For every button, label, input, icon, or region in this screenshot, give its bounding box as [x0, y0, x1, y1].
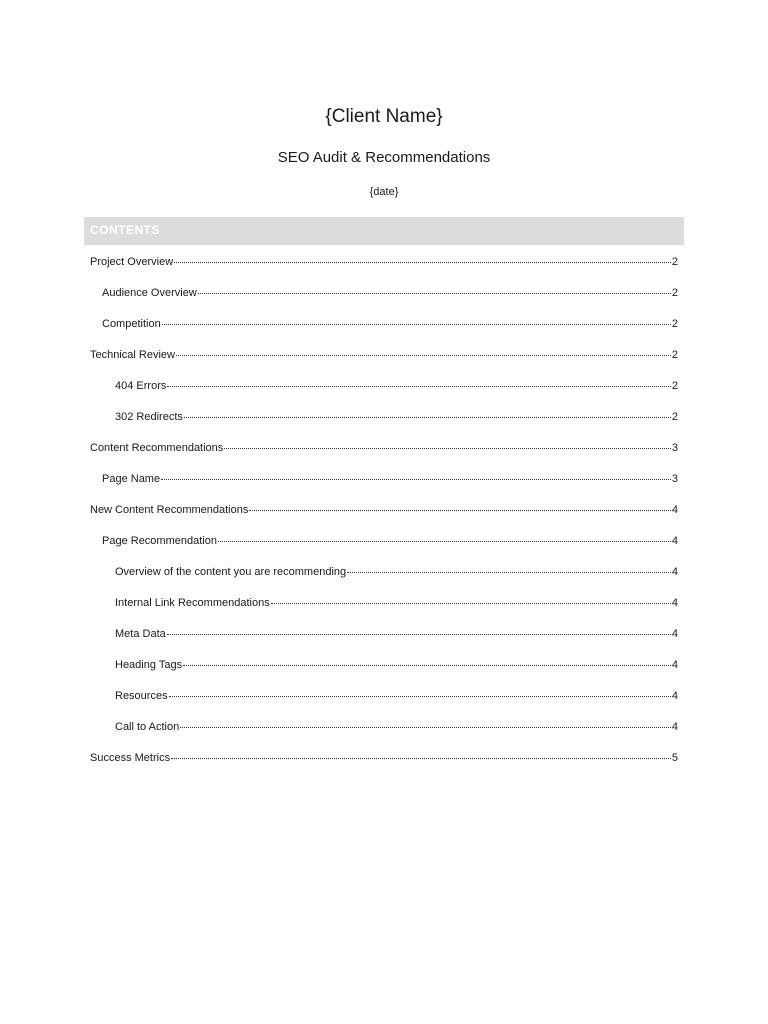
toc-dot-leader	[183, 665, 671, 666]
toc-entry-label: Overview of the content you are recommending	[115, 566, 347, 578]
toc-entry[interactable]	[90, 256, 678, 287]
toc-entry-page-number: 4	[671, 535, 678, 547]
toc-entry-page-number: 4	[671, 597, 678, 609]
toc-entry-label: Internal Link Recommendations	[115, 597, 270, 609]
toc-entry-label: 404 Errors	[115, 380, 167, 392]
toc-entry-label: 302 Redirects	[115, 411, 183, 423]
toc-entry-label: Page Recommendation	[102, 535, 217, 547]
toc-entry-label: New Content Recommendations	[90, 504, 249, 516]
toc-entry[interactable]	[90, 349, 678, 380]
toc-entry-label: Competition	[102, 318, 161, 330]
document-date: {date}	[369, 186, 399, 198]
toc-entry-page-number: 4	[671, 659, 678, 671]
toc-entry-label: Page Name	[102, 473, 161, 485]
toc-entry-page-number: 3	[671, 473, 678, 485]
toc-entry-page-number: 4	[671, 690, 678, 702]
toc-entry-label: Resources	[115, 690, 168, 702]
toc-dot-leader	[347, 572, 671, 573]
toc-entry-page-number: 2	[671, 380, 678, 392]
toc-entry-page-number: 2	[671, 411, 678, 423]
toc-entry[interactable]	[90, 659, 678, 690]
toc-entry[interactable]	[90, 721, 678, 752]
toc-entry-page-number: 4	[671, 628, 678, 640]
toc-entry-page-number: 4	[671, 566, 678, 578]
toc-dot-leader	[271, 603, 671, 604]
toc-entry[interactable]	[90, 628, 678, 659]
toc-dot-leader	[162, 324, 671, 325]
toc-entry-label: Success Metrics	[90, 752, 171, 764]
toc-entry-page-number: 4	[671, 504, 678, 516]
table-of-contents	[90, 256, 678, 783]
toc-entry-label: Heading Tags	[115, 659, 183, 671]
toc-entry-label: Content Recommendations	[90, 442, 224, 454]
toc-dot-leader	[218, 541, 671, 542]
toc-dot-leader	[171, 758, 671, 759]
client-name-title: {Client Name}	[325, 106, 443, 127]
contents-heading: CONTENTS	[90, 223, 160, 237]
toc-entry[interactable]	[90, 380, 678, 411]
toc-entry-label: Project Overview	[90, 256, 174, 268]
toc-entry[interactable]	[90, 566, 678, 597]
toc-dot-leader	[198, 293, 671, 294]
toc-dot-leader	[184, 417, 671, 418]
toc-entry-page-number: 2	[671, 256, 678, 268]
toc-entry[interactable]	[90, 442, 678, 473]
toc-entry-label: Technical Review	[90, 349, 175, 361]
toc-dot-leader	[169, 696, 671, 697]
toc-entry-page-number: 2	[671, 349, 678, 361]
toc-entry-page-number: 2	[671, 318, 678, 330]
toc-entry[interactable]	[90, 535, 678, 566]
toc-dot-leader	[161, 479, 671, 480]
toc-entry[interactable]	[90, 411, 678, 442]
toc-dot-leader	[174, 262, 671, 263]
toc-entry[interactable]	[90, 690, 678, 721]
toc-entry-label: Call to Action	[115, 721, 180, 733]
toc-entry-page-number: 3	[671, 442, 678, 454]
toc-entry[interactable]	[90, 473, 678, 504]
toc-dot-leader	[167, 386, 671, 387]
toc-entry[interactable]	[90, 318, 678, 349]
toc-entry-page-number: 5	[671, 752, 678, 764]
document-subtitle: SEO Audit & Recommendations	[277, 149, 491, 166]
toc-dot-leader	[249, 510, 671, 511]
toc-entry-page-number: 2	[671, 287, 678, 299]
toc-entry[interactable]	[90, 504, 678, 535]
toc-dot-leader	[224, 448, 671, 449]
toc-dot-leader	[180, 727, 671, 728]
toc-entry[interactable]	[90, 752, 678, 783]
toc-entry-label: Audience Overview	[102, 287, 197, 299]
toc-dot-leader	[167, 634, 671, 635]
toc-entry-page-number: 4	[671, 721, 678, 733]
toc-entry[interactable]	[90, 287, 678, 318]
toc-entry[interactable]	[90, 597, 678, 628]
toc-entry-label: Meta Data	[115, 628, 166, 640]
toc-dot-leader	[176, 355, 671, 356]
contents-heading-bar	[84, 217, 684, 245]
